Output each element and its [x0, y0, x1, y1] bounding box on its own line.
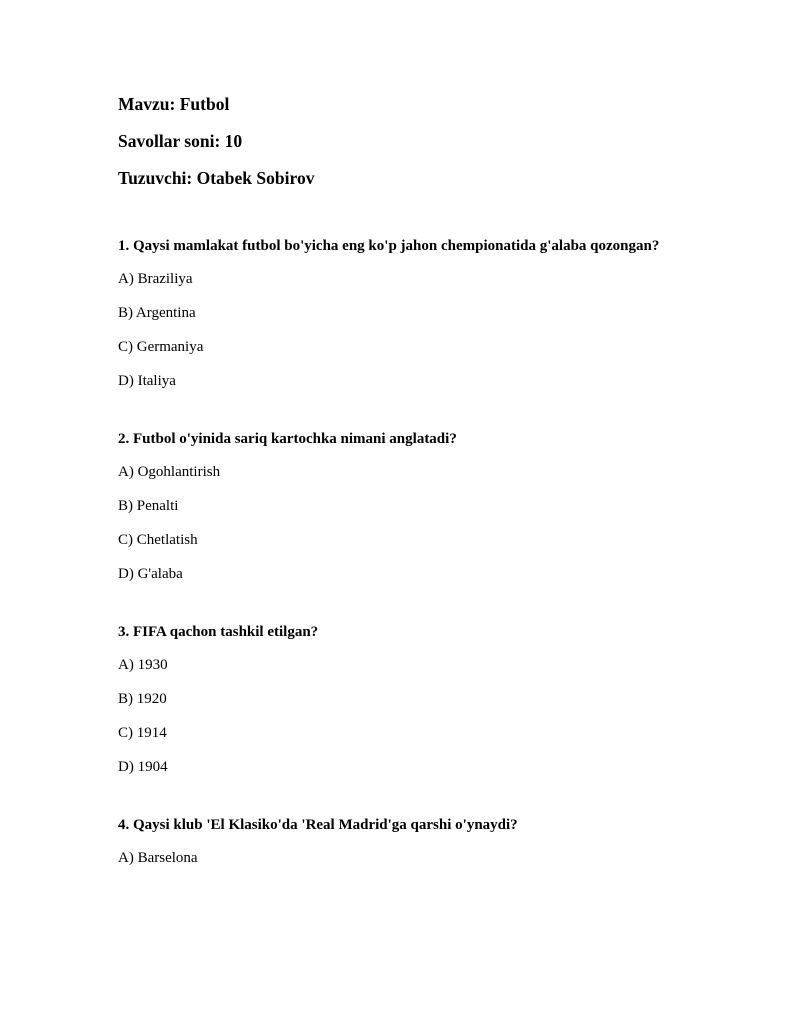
question-4: [118, 814, 678, 869]
question-text: 3. FIFA qachon tashkil etilgan?: [118, 624, 319, 640]
option-b: B) Argentina: [118, 305, 196, 321]
question-text: 4. Qaysi klub 'El Klasiko'da 'Real Madrid'ga qarshi o'ynaydi?: [118, 817, 518, 833]
question-3: [118, 621, 678, 778]
option-c: C) Chetlatish: [118, 532, 198, 548]
option-a: A) 1930: [118, 657, 168, 673]
option-d: D) Italiya: [118, 373, 176, 389]
option-b: B) 1920: [118, 691, 167, 707]
option-d: D) 1904: [118, 759, 168, 775]
question-count-heading: Savollar soni: 10: [118, 131, 243, 151]
question-text: 1. Qaysi mamlakat futbol bo'yicha eng ko'p jahon chempionatida g'alaba qozongan?: [118, 238, 660, 254]
topic-heading: Mavzu: Futbol: [118, 94, 230, 114]
option-c: C) Germaniya: [118, 339, 204, 355]
document-header: [118, 93, 678, 189]
question-2: [118, 428, 678, 585]
question-1: [118, 235, 678, 392]
author-heading: Tuzuvchi: Otabek Sobirov: [118, 168, 315, 188]
document-page: [118, 93, 678, 905]
option-c: C) 1914: [118, 725, 167, 741]
option-b: B) Penalti: [118, 498, 179, 514]
option-a: A) Barselona: [118, 850, 198, 866]
option-d: D) G'alaba: [118, 566, 183, 582]
option-a: A) Ogohlantirish: [118, 464, 221, 480]
option-a: A) Braziliya: [118, 271, 193, 287]
question-text: 2. Futbol o'yinida sariq kartochka nimani anglatadi?: [118, 431, 457, 447]
